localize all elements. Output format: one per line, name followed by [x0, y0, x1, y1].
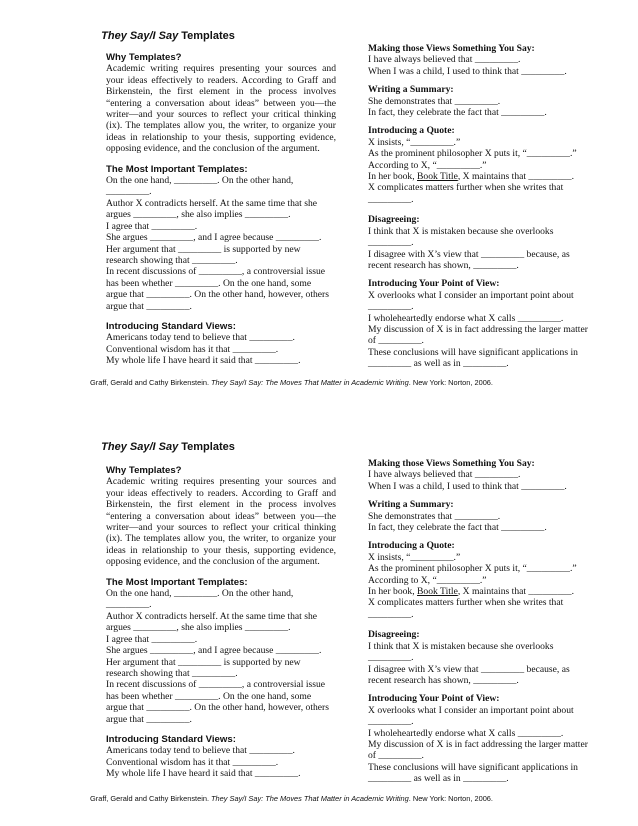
template-line: As the prominent philosopher X puts it, “_________.” — [368, 563, 577, 575]
template-line: I agree that _________. — [106, 633, 198, 645]
template-line: X insists, “_________.” — [368, 136, 461, 148]
template-line: X insists, “_________.” — [368, 551, 461, 563]
template-line: In recent discussions of _________, a controversial issue — [106, 679, 326, 691]
citation: Graff, Gerald and Cathy Birkenstein. They Say/I Say: The Moves That Matter in Academic Writing. New York: Norton, 2006. — [90, 378, 493, 387]
standard-views-heading: Introducing Standard Views: — [106, 320, 236, 332]
page-title: They Say/I Say Templates — [101, 441, 235, 453]
template-line: On the one hand, _________. On the other hand, — [106, 175, 294, 187]
template-line: Americans today tend to believe that _________. — [106, 332, 295, 344]
template-line: of _________. — [368, 750, 424, 762]
template-line: I disagree with X’s view that _________ because, as — [368, 248, 570, 260]
template-line: has been whether _________. On the one hand, some — [106, 277, 312, 289]
left-column — [106, 465, 336, 780]
quote-heading: Introducing a Quote: — [368, 540, 455, 552]
template-line: of _________. — [368, 335, 424, 347]
something-you-say-heading: Making those Views Something You Say: — [368, 458, 535, 469]
template-line: These conclusions will have significant applications in — [368, 761, 578, 773]
template-line: I wholeheartedly endorse what X calls _________. — [368, 727, 564, 739]
template-line: _________. — [368, 193, 414, 205]
standard-views-heading: Introducing Standard Views: — [106, 733, 236, 745]
template-line: My whole life I have heard it said that _________. — [106, 768, 301, 780]
template-line: _________. — [368, 608, 414, 620]
template-line: Conventional wisdom has it that _________. — [106, 343, 279, 355]
template-line: _________. — [368, 301, 414, 313]
template-line: I have always believed that _________. — [368, 469, 521, 481]
template-line: X complicates matters further when she writes that — [368, 182, 564, 194]
template-line: She argues _________, and I agree because _________. — [106, 232, 322, 244]
template-line: argue that _________. On the other hand, however, others — [106, 289, 329, 301]
template-line: argues _________, she also implies _________. — [106, 209, 291, 221]
template-line: _________ as well as in _________. — [368, 773, 509, 785]
template-line: research showing that _________. — [106, 254, 238, 266]
book-title: Book Title — [417, 586, 458, 598]
template-line: I wholeheartedly endorse what X calls _________. — [368, 312, 564, 324]
template-line: research showing that _________. — [106, 667, 238, 679]
template-line: According to X, “_________.” — [368, 574, 487, 586]
template-line: Author X contradicts herself. At the same time that she — [106, 610, 318, 622]
template-line: I think that X is mistaken because she overlooks — [368, 640, 554, 652]
why-templates-text: Academic writing requires presenting your sources and your ideas effectively to readers. According to Graff and Birkenstein, the first element in the process involves “entering a conversation about ideas” between you—the writer—and your sources to reflect your critical thinking (ix). The templates allow you, the writer, to organize your ideas in relationship to your thesis, supporting evidence, opposing evidence, and the conclusion of the argument. — [106, 63, 336, 155]
template-line: When I was a child, I used to think that _________. — [368, 65, 567, 77]
template-line: Author X contradicts herself. At the same time that she — [106, 197, 318, 209]
template-line: _________. — [106, 186, 152, 198]
template-line: argue that _________. — [106, 713, 192, 725]
template-line: She demonstrates that _________. — [368, 510, 501, 522]
template-line: My discussion of X is in fact addressing the larger matter — [368, 738, 588, 750]
template-line: Her argument that _________ is supported by new — [106, 656, 301, 668]
important-templates-heading: The Most Important Templates: — [106, 576, 248, 588]
template-line: I think that X is mistaken because she overlooks — [368, 225, 554, 237]
summary-heading: Writing a Summary: — [368, 499, 454, 511]
why-templates-text: Academic writing requires presenting your sources and your ideas effectively to readers. According to Graff and Birkenstein, the first element in the process involves “entering a conversation about ideas” between you—the writer—and your sources to reflect your critical thinking (ix). The templates allow you, the writer, to organize your ideas in relationship to your thesis, supporting evidence, opposing evidence, and the conclusion of the argument. — [106, 476, 336, 568]
point-of-view-heading: Introducing Your Point of View: — [368, 693, 500, 705]
template-line: In fact, they celebrate the fact that _________. — [368, 522, 547, 534]
template-line: _________ as well as in _________. — [368, 358, 509, 370]
template-line: X complicates matters further when she writes that — [368, 597, 564, 609]
template-line: argues _________, she also implies _________. — [106, 622, 291, 634]
book-title: Book Title — [417, 171, 458, 183]
template-line: These conclusions will have significant applications in — [368, 346, 578, 358]
template-line: _________. — [368, 237, 414, 249]
template-line: My whole life I have heard it said that _________. — [106, 355, 301, 367]
template-line: has been whether _________. On the one hand, some — [106, 690, 312, 702]
template-line: My discussion of X is in fact addressing the larger matter — [368, 323, 588, 335]
template-line: X overlooks what I consider an important point about — [368, 704, 574, 716]
template-line: She demonstrates that _________. — [368, 95, 501, 107]
right-column — [368, 458, 594, 785]
template-line: In her book, Book Title, X maintains that _________. — [368, 586, 575, 598]
template-line: recent research has shown, _________. — [368, 259, 519, 271]
template-line: I have always believed that _________. — [368, 54, 521, 66]
template-line: X overlooks what I consider an important point about — [368, 289, 574, 301]
template-line: In recent discussions of _________, a controversial issue — [106, 266, 326, 278]
template-line: She argues _________, and I agree because _________. — [106, 645, 322, 657]
template-line: As the prominent philosopher X puts it, “_________.” — [368, 148, 577, 160]
template-line: In fact, they celebrate the fact that _________. — [368, 107, 547, 119]
template-line: On the one hand, _________. On the other hand, — [106, 588, 294, 600]
template-line: In her book, Book Title, X maintains that _________. — [368, 171, 575, 183]
disagreeing-heading: Disagreeing: — [368, 214, 420, 226]
why-templates-heading: Why Templates? — [106, 465, 182, 476]
template-line: _________. — [368, 652, 414, 664]
template-line: _________. — [368, 716, 414, 728]
template-line: Americans today tend to believe that _________. — [106, 745, 295, 757]
template-line: I agree that _________. — [106, 220, 198, 232]
right-column — [368, 43, 594, 370]
summary-heading: Writing a Summary: — [368, 84, 454, 96]
template-line: When I was a child, I used to think that _________. — [368, 480, 567, 492]
important-templates-heading: The Most Important Templates: — [106, 163, 248, 175]
template-line: Her argument that _________ is supported by new — [106, 243, 301, 255]
template-line: According to X, “_________.” — [368, 159, 487, 171]
why-templates-heading: Why Templates? — [106, 52, 182, 63]
point-of-view-heading: Introducing Your Point of View: — [368, 278, 500, 290]
handout-copy-bottom — [0, 413, 638, 826]
template-line: recent research has shown, _________. — [368, 674, 519, 686]
template-line: argue that _________. — [106, 300, 192, 312]
quote-heading: Introducing a Quote: — [368, 125, 455, 137]
citation: Graff, Gerald and Cathy Birkenstein. They Say/I Say: The Moves That Matter in Academic Writing. New York: Norton, 2006. — [90, 794, 493, 803]
template-line: Conventional wisdom has it that _________. — [106, 756, 279, 768]
template-line: argue that _________. On the other hand, however, others — [106, 702, 329, 714]
disagreeing-heading: Disagreeing: — [368, 629, 420, 641]
page-title: They Say/I Say Templates — [101, 30, 235, 42]
template-line: _________. — [106, 599, 152, 611]
left-column — [106, 52, 336, 367]
something-you-say-heading: Making those Views Something You Say: — [368, 43, 535, 54]
template-line: I disagree with X’s view that _________ because, as — [368, 663, 570, 675]
